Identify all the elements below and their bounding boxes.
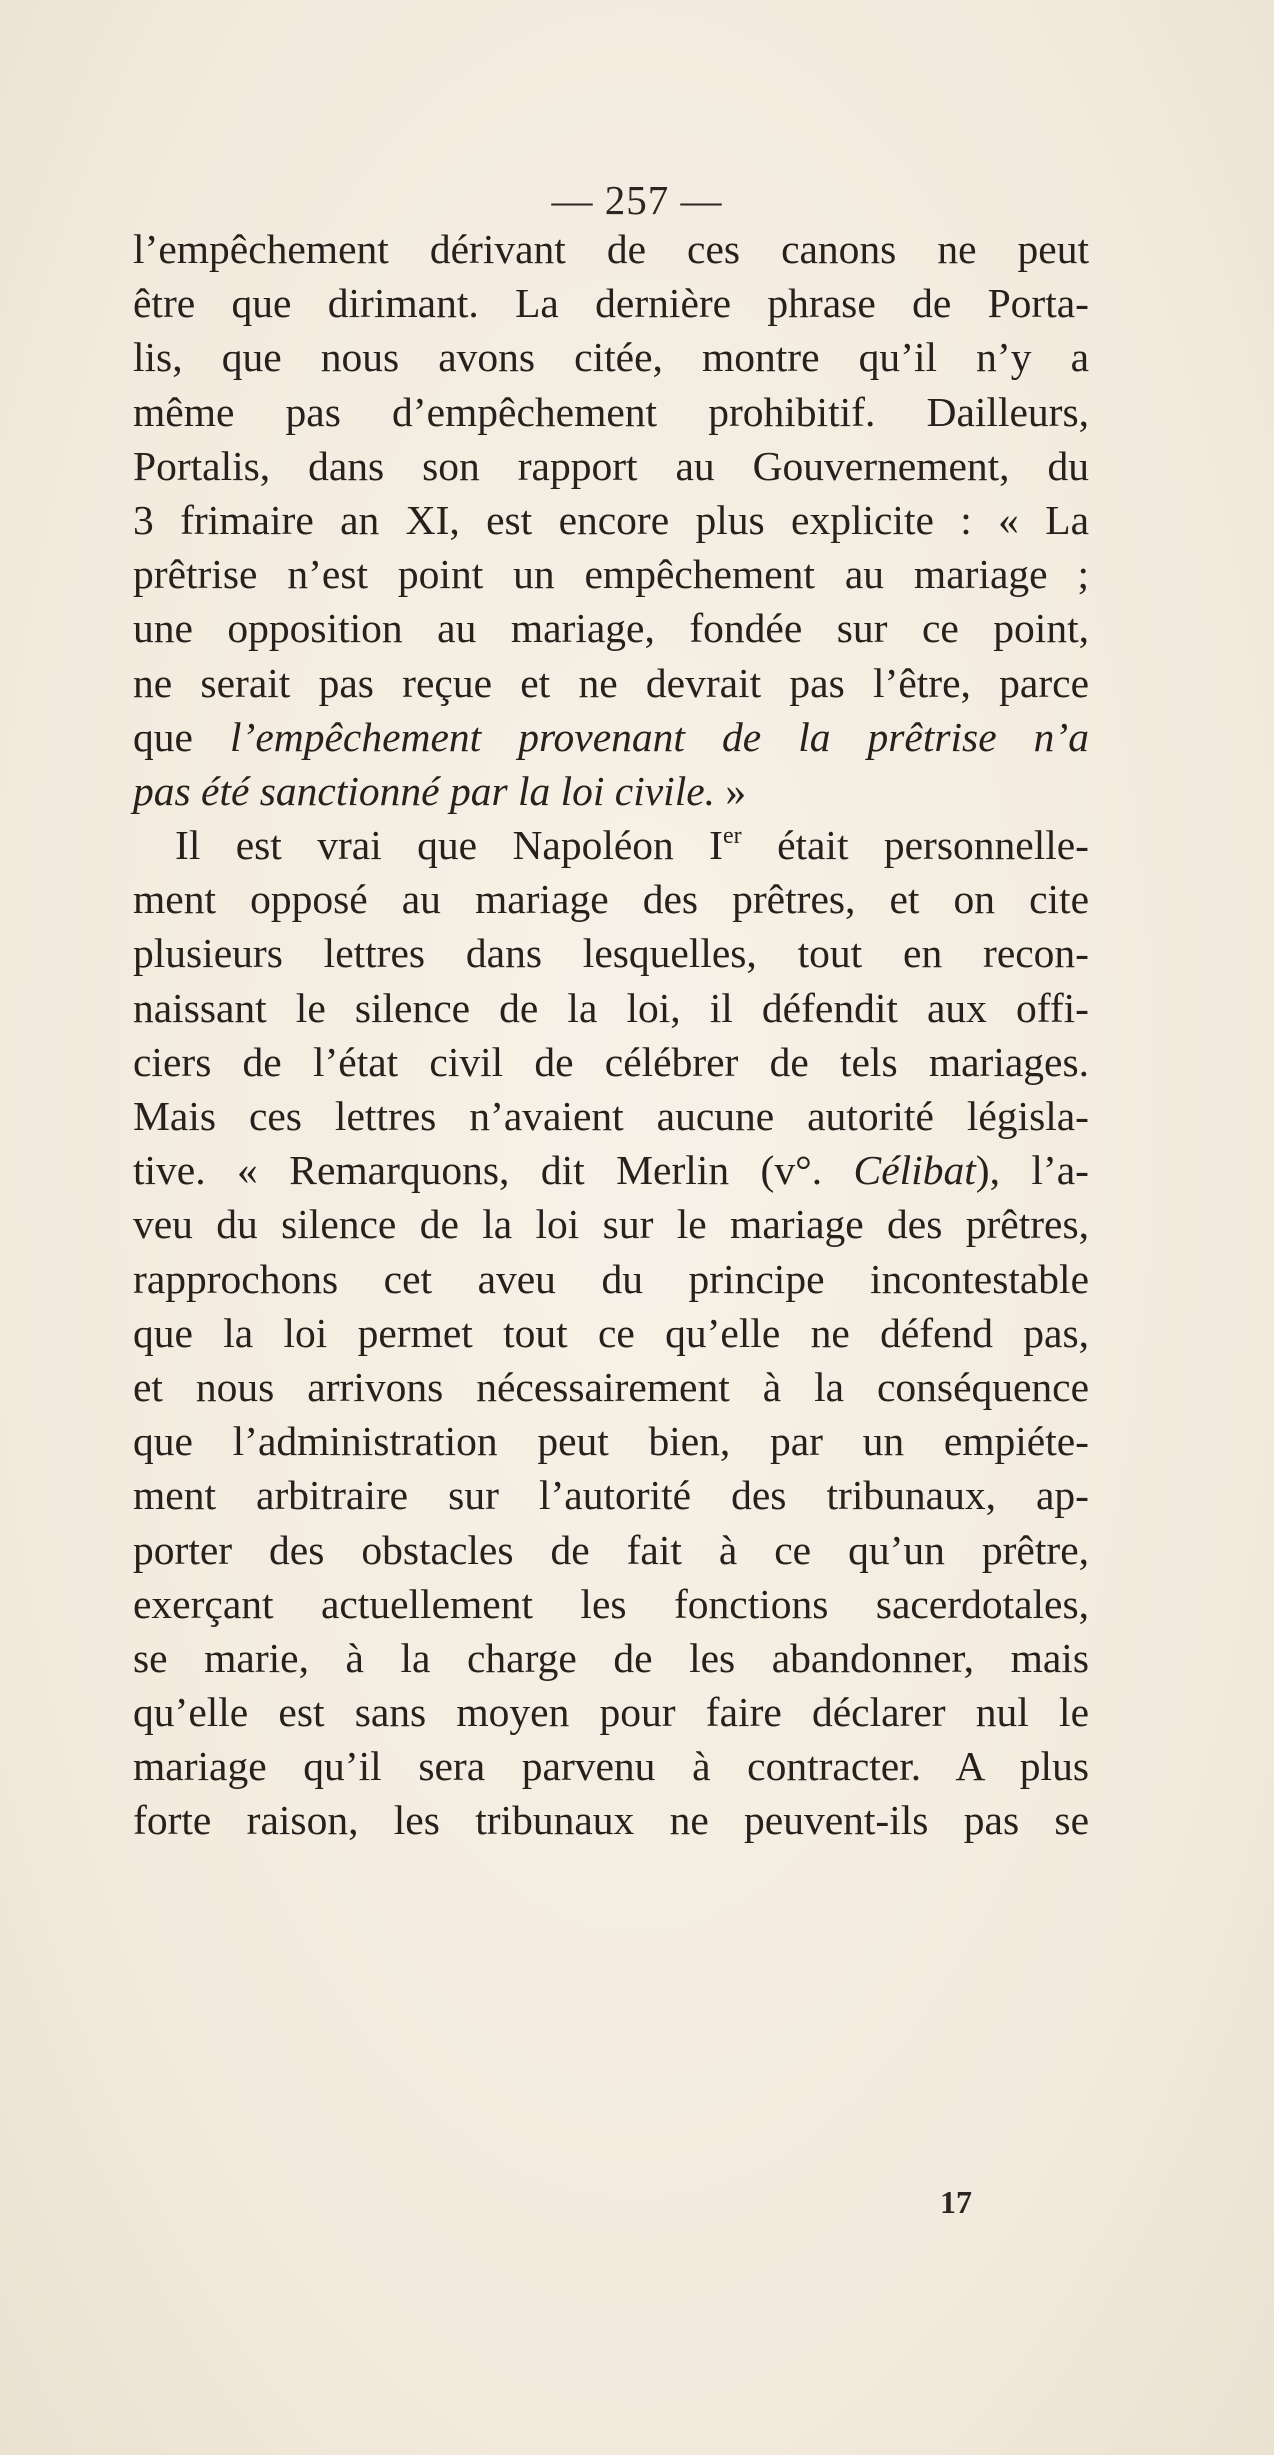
text-span: était personnelle- <box>741 822 1089 869</box>
text-line <box>133 1089 1089 1143</box>
text-line <box>133 1685 1089 1739</box>
text-line <box>133 710 1089 764</box>
text-span: ment arbitraire sur l’autorité des tribunaux, ap- <box>133 1472 1089 1519</box>
text-span: » <box>715 767 747 814</box>
text-span: plusieurs lettres dans lesquelles, tout en recon- <box>133 930 1089 977</box>
text-line <box>133 981 1089 1035</box>
text-line <box>133 1306 1089 1360</box>
text-line <box>133 1793 1089 1847</box>
text-line <box>133 1197 1089 1251</box>
text-line <box>133 1739 1089 1793</box>
text-span: ), l’a- <box>975 1147 1089 1194</box>
text-span: ment opposé au mariage des prêtres, et on cite <box>133 876 1089 923</box>
text-span: Mais ces lettres n’avaient aucune autorité législa- <box>133 1093 1089 1139</box>
text-span: tive. « Remarquons, dit Merlin (v°. <box>133 1147 854 1194</box>
text-span: et nous arrivons nécessairement à la conséquence <box>133 1363 1089 1410</box>
text-line <box>133 439 1089 493</box>
text-span: rapprochons cet aveu du principe incontestable <box>133 1255 1089 1302</box>
body-text <box>133 222 1089 1848</box>
text-line <box>133 385 1089 439</box>
text-span: qu’elle est sans moyen pour faire déclarer nul le <box>133 1689 1089 1736</box>
text-span: Portalis, dans son rapport au Gouvernement, du <box>133 442 1089 489</box>
text-line <box>133 547 1089 601</box>
text-line <box>133 276 1089 330</box>
text-span: se marie, à la charge de les abandonner, mais <box>133 1634 1089 1681</box>
text-line <box>133 818 1089 872</box>
text-span: l’empêchement dérivant de ces canons ne peut <box>133 226 1089 272</box>
text-line <box>133 1143 1089 1197</box>
text-span: même pas d’empêchement prohibitif. Dailleurs, <box>133 388 1089 435</box>
text-line <box>133 1631 1089 1685</box>
text-span: lis, que nous avons citée, montre qu’il n’y a <box>133 334 1089 381</box>
text-line <box>133 1577 1089 1631</box>
text-span: mariage qu’il sera parvenu à contracter. A plus <box>133 1743 1089 1790</box>
text-span: Il est vrai que Napoléon I <box>175 822 724 869</box>
text-span: prêtrise n’est point un empêchement au mariage ; <box>133 551 1089 598</box>
italic-text: pas été sanctionné par la loi civile. <box>133 767 716 814</box>
text-line <box>133 330 1089 384</box>
text-line <box>133 1523 1089 1577</box>
text-line <box>133 656 1089 710</box>
superscript-text: er <box>723 823 742 850</box>
text-span: être que dirimant. La dernière phrase de Porta- <box>133 280 1089 327</box>
text-line <box>133 1035 1089 1089</box>
italic-text: l’empêchement provenant de la prêtrise n’a <box>229 713 1089 760</box>
text-line <box>133 764 1089 818</box>
text-line <box>133 1252 1089 1306</box>
text-line <box>133 926 1089 980</box>
text-line <box>133 1468 1089 1522</box>
text-span: ciers de l’état civil de célébrer de tels mariages. <box>133 1038 1089 1085</box>
text-span: que l’administration peut bien, par un empiéte- <box>133 1418 1089 1465</box>
text-span: que la loi permet tout ce qu’elle ne défend pas, <box>133 1309 1089 1356</box>
italic-text: Célibat <box>853 1147 976 1194</box>
page-number: — 257 — <box>551 177 723 223</box>
text-span: que <box>133 713 230 760</box>
text-line <box>133 872 1089 926</box>
text-span: naissant le silence de la loi, il défendit aux offi- <box>133 984 1089 1031</box>
text-line <box>133 222 1089 276</box>
text-line <box>133 493 1089 547</box>
text-line <box>133 1414 1089 1468</box>
text-line <box>133 1360 1089 1414</box>
text-span: exerçant actuellement les fonctions sacerdotales, <box>133 1580 1089 1627</box>
text-span: ne serait pas reçue et ne devrait pas l’être, parce <box>133 659 1089 706</box>
text-span: 3 frimaire an XI, est encore plus explicite : « La <box>133 496 1089 543</box>
text-span: veu du silence de la loi sur le mariage des prêtres, <box>133 1201 1089 1248</box>
signature-mark: 17 <box>940 2184 972 2220</box>
text-span: porter des obstacles de fait à ce qu’un prêtre, <box>133 1526 1089 1573</box>
text-span: une opposition au mariage, fondée sur ce point, <box>133 605 1089 652</box>
text-line <box>133 601 1089 655</box>
text-span: forte raison, les tribunaux ne peuvent-ils pas se <box>133 1797 1089 1844</box>
